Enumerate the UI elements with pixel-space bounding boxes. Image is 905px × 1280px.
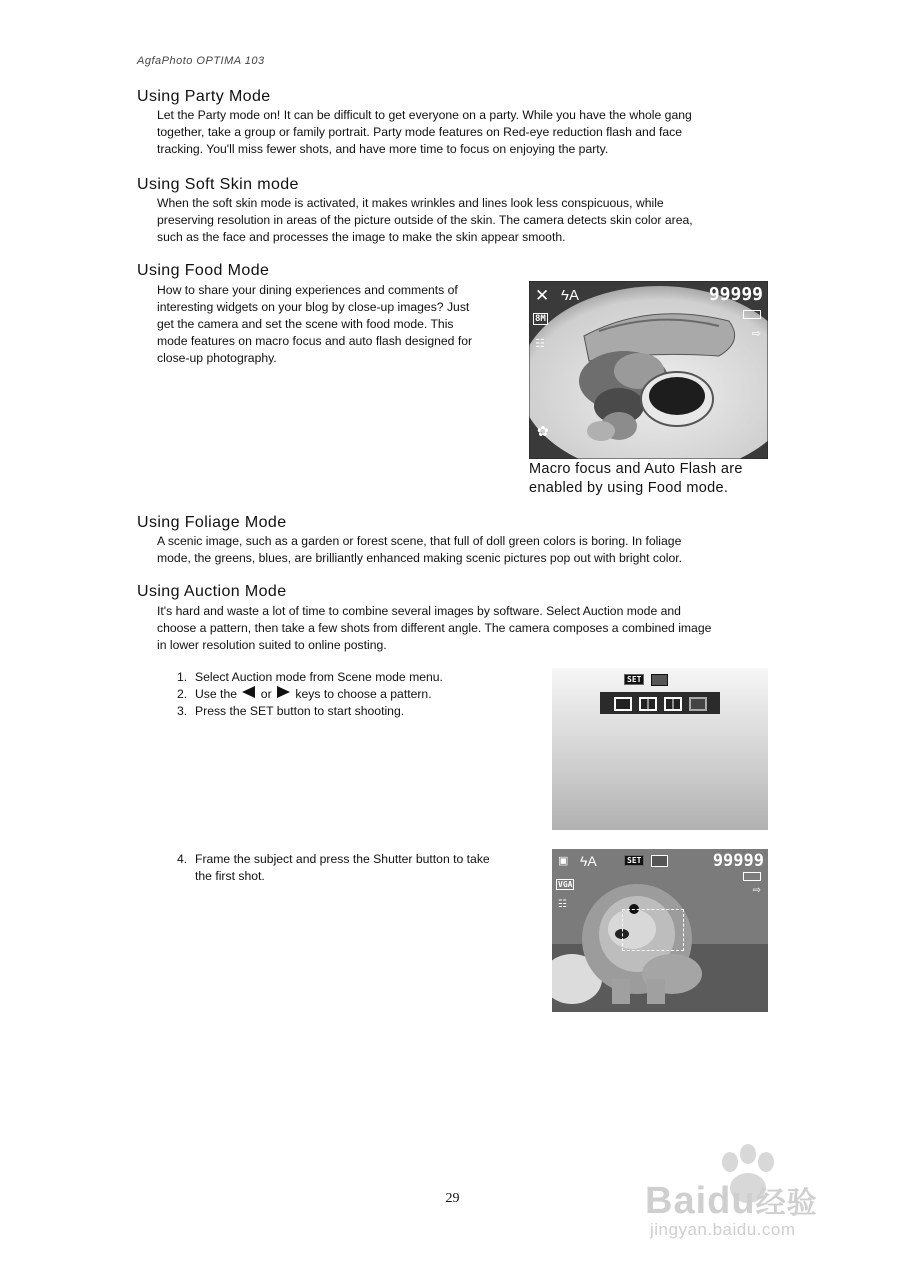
auto-flash-icon: ϟA — [561, 287, 579, 304]
pattern-3-icon[interactable] — [664, 697, 682, 711]
step-text: keys to choose a pattern. — [295, 687, 432, 701]
auction-line: It's hard and waste a lot of time to combine several images by software. Select Auction mode and — [157, 604, 681, 618]
party-text — [157, 107, 692, 158]
food-line: mode features on macro focus and auto flash designed for — [157, 334, 473, 348]
left-arrow-icon — [242, 686, 255, 698]
pattern-4-icon[interactable] — [689, 697, 707, 711]
quality-icon: ☷ — [558, 899, 567, 910]
pattern-1-icon[interactable] — [614, 697, 632, 711]
soft-skin-line: When the soft skin mode is activated, it makes wrinkles and lines look less conspicuous, while — [157, 196, 664, 210]
food-line: get the camera and set the scene with food mode. This — [157, 317, 454, 331]
macro-icon: ✿ — [537, 423, 549, 439]
shots-remaining: 99999 — [712, 851, 764, 871]
auction-heading: Using Auction Mode — [137, 583, 287, 600]
battery-icon — [743, 872, 761, 881]
step-text: Frame the subject and press the Shutter button to take — [195, 852, 490, 866]
step-number: 2. — [177, 687, 188, 701]
quality-icon: ☷ — [535, 338, 545, 350]
step-text: the first shot. — [195, 869, 265, 883]
food-text — [157, 282, 472, 367]
right-arrow-icon — [277, 686, 290, 698]
soft-skin-line: such as the face and processes the image to make the skin appear smooth. — [157, 230, 566, 244]
food-mode-icon: ✕ — [535, 286, 550, 305]
caption-line: Macro focus and Auto Flash are — [529, 461, 743, 477]
resolution-badge: 8M — [535, 314, 546, 324]
watermark-brand-part: Bai — [645, 1180, 708, 1222]
running-header: AgfaPhoto OPTIMA 103 — [137, 55, 265, 67]
party-line: together, take a group or family portrait. Party mode features on Red-eye reduction flash and face — [157, 125, 683, 139]
food-caption — [529, 460, 743, 498]
party-heading: Using Party Mode — [137, 88, 271, 105]
resolution-badge: VGA — [558, 880, 573, 889]
foliage-line: mode, the greens, blues, are brilliantly enhanced making scenic pictures pop out with bright color. — [157, 551, 683, 565]
step-text: Select Auction mode from Scene mode menu. — [195, 670, 443, 684]
pattern-selector — [600, 692, 720, 714]
step-text: Press the SET button to start shooting. — [195, 704, 405, 718]
storage-icon: ⇨ — [752, 885, 761, 896]
auction-line: in lower resolution suited to online posting. — [157, 638, 387, 652]
step-text: Use the — [195, 687, 238, 701]
party-line: tracking. You'll miss fewer shots, and have more time to focus on enjoying the party. — [157, 142, 609, 156]
pattern-2-icon[interactable] — [639, 697, 657, 711]
auction-steps — [177, 669, 443, 720]
step-3 — [177, 703, 443, 720]
step-4 — [177, 851, 490, 885]
step-number: 1. — [177, 670, 188, 684]
set-badge: SET — [624, 855, 644, 866]
pattern-icon — [651, 855, 668, 867]
soft-skin-line: preserving resolution in areas of the picture outside of the skin. The camera detects skin color area, — [157, 213, 693, 227]
shots-remaining: 99999 — [708, 284, 763, 305]
set-badge: SET — [624, 674, 644, 685]
watermark-url: jingyan.baidu.com — [650, 1220, 796, 1239]
battery-icon — [743, 310, 761, 319]
foliage-heading: Using Foliage Mode — [137, 514, 287, 531]
storage-icon: ⇨ — [751, 328, 761, 340]
auction-text — [157, 603, 711, 654]
food-line: close-up photography. — [157, 351, 277, 365]
step-1 — [177, 669, 443, 686]
soft-skin-heading: Using Soft Skin mode — [137, 176, 299, 193]
foliage-text — [157, 533, 682, 567]
food-line: interesting widgets on your blog by close-up images? Just — [157, 300, 470, 314]
watermark-cn: 经验 — [755, 1187, 818, 1220]
watermark-brand-part: du — [707, 1180, 756, 1222]
food-photo — [529, 281, 768, 459]
soft-skin-text — [157, 195, 693, 246]
party-line: Let the Party mode on! It can be difficult to get everyone on a party. While you have the whole gang — [157, 108, 692, 122]
step-text: or — [260, 687, 272, 701]
foliage-line: A scenic image, such as a garden or forest scene, that full of doll green colors is boring. In foliage — [157, 534, 682, 548]
step-number: 3. — [177, 704, 188, 718]
step-number: 4. — [177, 852, 188, 866]
pattern-icon — [651, 674, 668, 686]
caption-line: enabled by using Food mode. — [529, 480, 729, 496]
auction-pattern-screen — [552, 668, 768, 830]
food-mode-screen — [529, 281, 768, 459]
watermark — [640, 1140, 870, 1250]
auction-shot-screen — [552, 849, 768, 1012]
scene-mode-icon: ▣ — [558, 855, 569, 867]
food-heading: Using Food Mode — [137, 262, 270, 279]
auction-line: choose a pattern, then take a few shots from different angle. The camera composes a combined image — [157, 621, 712, 635]
page-number: 29 — [445, 1191, 460, 1206]
watermark-brand — [645, 1178, 818, 1223]
food-line: How to share your dining experiences and comments of — [157, 283, 458, 297]
auto-flash-icon: ϟA — [580, 853, 597, 869]
step-2 — [177, 686, 443, 703]
focus-frame — [622, 909, 684, 951]
